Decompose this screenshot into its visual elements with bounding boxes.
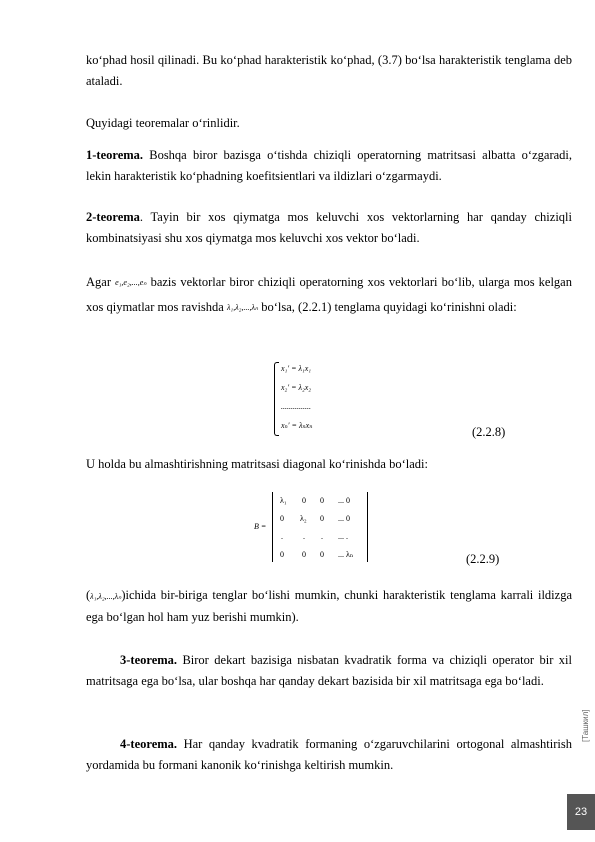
theorem-3-title: 3-teorema.	[120, 653, 178, 667]
side-tab-label: [Ташкил]	[581, 709, 590, 742]
eigenvalues-formula: λ₁,λ₂,...,λₙ	[90, 591, 122, 601]
system-row: xₙ′ = λₙxₙ	[281, 421, 313, 430]
page-number: 23	[567, 794, 595, 830]
diagonal-matrix	[254, 490, 370, 564]
theorem-1-title: 1-teorema.	[86, 148, 144, 162]
theorem-4-text: Har qanday kvadratik formaning o‘zgaruvchilarini ortogonal almashtirish yordamida bu formani kanonik ko‘rinishga keltirish mumkin.	[86, 737, 572, 772]
system-row: ...............	[281, 402, 311, 411]
paragraph-5-text-a: Agar	[86, 275, 116, 289]
matrix-cell: .	[281, 532, 283, 541]
paragraph-1-text: ko‘phad hosil qilinadi. Bu ko‘phad harakteristik ko‘phad, (3.7) bo‘lsa harakteristik tenglama deb ataladi.	[86, 53, 572, 88]
matrix-cell: 0	[320, 496, 324, 505]
paragraph-1	[86, 50, 572, 92]
matrix-cell: ... λₙ	[338, 550, 354, 559]
theorem-4	[86, 734, 572, 776]
paragraph-7	[86, 585, 572, 628]
paragraph-5	[86, 270, 572, 320]
system-brace	[274, 362, 279, 436]
matrix-left-bracket	[272, 492, 277, 562]
system-row: x₁′ = λ₁x₁	[281, 364, 312, 373]
paragraph-2-text: Quyidagi teoremalar o‘rinlidir.	[86, 116, 240, 130]
matrix-cell: ... 0	[338, 514, 350, 523]
matrix-cell: ... .	[338, 532, 348, 541]
matrix-cell: ... 0	[338, 496, 350, 505]
system-row: x₂′ = λ₂x₂	[281, 383, 312, 392]
matrix-cell: 0	[302, 550, 306, 559]
theorem-2-title: 2-teorema	[86, 210, 140, 224]
paragraph-6-text: U holda bu almashtirishning matritsasi diagonal ko‘rinishda bo‘ladi:	[86, 457, 428, 471]
equation-number-2-2-8: (2.2.8)	[472, 425, 506, 439]
theorem-2	[86, 207, 572, 249]
matrix-cell: 0	[320, 514, 324, 523]
theorem-4-title: 4-teorema.	[120, 737, 178, 751]
matrix-cell: 0	[320, 550, 324, 559]
paragraph-6	[86, 454, 572, 475]
matrix-cell: λ₁	[280, 496, 287, 505]
matrix-cell: λ₂	[300, 514, 307, 523]
basis-vectors-formula: e₁,e₂,...,eₙ	[115, 278, 147, 288]
matrix-label: B =	[254, 522, 267, 531]
paragraph-5-text-b: bazis vektorlar biror chiziqli operatorning xos vektorlari bo‘lib, ularga mos kelgan xos qiymatlar mos ravishda	[86, 275, 572, 315]
theorem-3	[86, 650, 572, 692]
paragraph-5-text-c: bo‘lsa, (2.2.1) tenglama quyidagi ko‘rinishni oladi:	[258, 300, 517, 315]
theorem-2-text: . Tayin bir xos qiymatga mos keluvchi xos vektorlarning har qanday chiziqli kombinatsiyasi shu xos qiymatga mos keluvchi xos vektor bo‘ladi.	[86, 210, 572, 245]
matrix-cell: .	[321, 532, 323, 541]
theorem-1-text: Boshqa biror bazisga o‘tishda chiziqli operatorning matritsasi albatta o‘zgaradi, lekin harakteristik ko‘phadning koefitsientlari va ildizlari o‘zgarmaydi.	[86, 148, 572, 183]
paragraph-7-open-paren: (	[86, 588, 91, 602]
matrix-cell: 0	[280, 514, 284, 523]
side-tab[interactable]	[577, 690, 595, 750]
theorem-1	[86, 145, 572, 187]
paragraph-7-text: )ichida bir-biriga tenglar bo‘lishi mumkin, chunki harakteristik tenglama karrali ildizga ega bo‘lgan hol ham yuz berishi mumkin).	[86, 588, 572, 624]
matrix-cell: .	[303, 532, 305, 541]
matrix-right-bracket	[363, 492, 368, 562]
eigenvalues-formula: λ₁,λ₂,...,λₙ	[226, 303, 259, 313]
equation-system	[274, 360, 336, 436]
matrix-cell: 0	[280, 550, 284, 559]
paragraph-2	[86, 113, 572, 134]
matrix-cell: 0	[302, 496, 306, 505]
equation-number-2-2-9: (2.2.9)	[466, 552, 500, 566]
theorem-3-text: Biror dekart bazisiga nisbatan kvadratik forma va chiziqli operator bir xil matritsaga ega bo‘lsa, ular boshqa har qanday dekart bazisida bir xil matritsaga ega bo‘ladi.	[86, 653, 572, 688]
